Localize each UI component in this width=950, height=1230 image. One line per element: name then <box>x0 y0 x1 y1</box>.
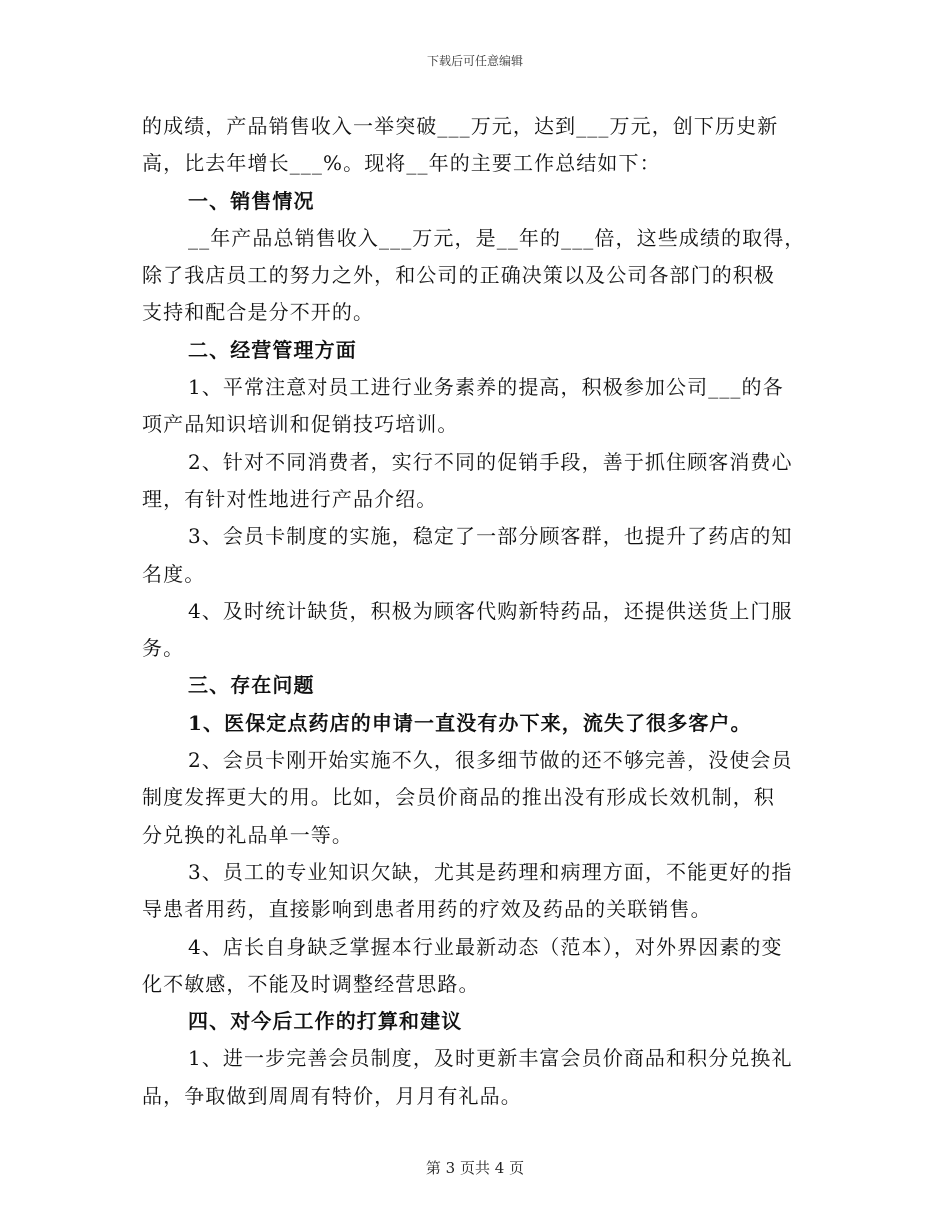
document-body <box>142 108 810 1115</box>
paragraph-line: 分兑换的礼品单一等。 <box>142 822 353 847</box>
paragraph-line: 项产品知识培训和促销技巧培训。 <box>142 412 459 437</box>
paragraph-line: 4、及时统计缺货，积极为顾客代购新特药品，还提供送货上门服 <box>188 598 793 623</box>
paragraph-line: 4、店长自身缺乏掌握本行业最新动态（范本），对外界因素的变 <box>188 934 783 959</box>
paragraph-line: 高，比去年增长___%。现将__年的主要工作总结如下： <box>142 151 661 176</box>
paragraph-line: 1、平常注意对员工进行业务素养的提高，积极参加公司___的各 <box>188 375 784 400</box>
section-heading: 1、医保定点药店的申请一直没有办下来，流失了很多客户。 <box>188 710 752 735</box>
section-heading: 三、存在问题 <box>188 673 315 698</box>
paragraph-line: 2、会员卡刚开始实施不久，很多细节做的还不够完善，没使会员 <box>188 748 793 773</box>
paragraph-line: 2、针对不同消费者，实行不同的促销手段，善于抓住顾客消费心 <box>188 449 793 474</box>
paragraph-line: 品，争取做到周周有特价，月月有礼品。 <box>142 1083 522 1108</box>
page-footer: 第 3 页共 4 页 <box>425 1159 525 1177</box>
paragraph-line: 名度。 <box>142 561 206 586</box>
paragraph-line: 3、员工的专业知识欠缺，尤其是药理和病理方面，不能更好的指 <box>188 859 793 884</box>
section-heading: 四、对今后工作的打算和建议 <box>188 1009 463 1034</box>
section-heading: 二、经营管理方面 <box>188 337 357 362</box>
paragraph-line: __年产品总销售收入___万元，是__年的___倍，这些成绩的取得， <box>188 225 806 250</box>
paragraph-line: 的成绩，产品销售收入一举突破___万元，达到___万元，创下历史新 <box>142 114 779 138</box>
paragraph-line: 化不敏感，不能及时调整经营思路。 <box>142 971 480 996</box>
page-header: 下载后可任意编辑 <box>426 54 523 68</box>
paragraph-line: 导患者用药，直接影响到患者用药的疗效及药品的关联销售。 <box>142 897 712 922</box>
paragraph-line: 3、会员卡制度的实施，稳定了一部分顾客群，也提升了药店的知 <box>188 524 793 549</box>
paragraph-line: 理，有针对性地进行产品介绍。 <box>142 486 438 511</box>
paragraph-line: 除了我店员工的努力之外，和公司的正确决策以及公司各部门的积极 <box>142 263 775 288</box>
paragraph-line: 支持和配合是分不开的。 <box>142 300 375 325</box>
paragraph-line: 制度发挥更大的用。比如，会员价商品的推出没有形成长效机制，积 <box>142 785 775 810</box>
paragraph-line: 1、进一步完善会员制度，及时更新丰富会员价商品和积分兑换礼 <box>188 1046 793 1071</box>
paragraph-line: 务。 <box>142 636 185 661</box>
section-heading: 一、销售情况 <box>188 188 315 213</box>
